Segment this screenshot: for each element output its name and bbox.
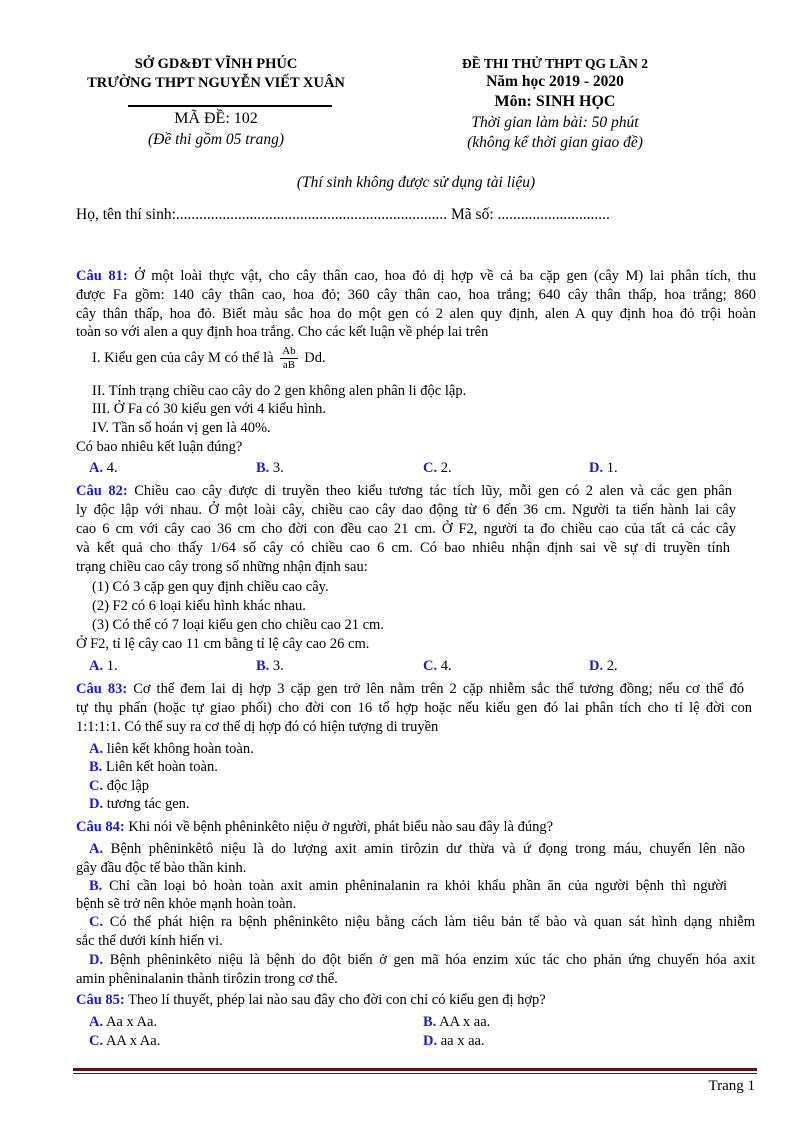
q81-label: Câu 81: bbox=[76, 268, 128, 284]
school-name: TRƯỜNG THPT NGUYỄN VIẾT XUÂN bbox=[87, 75, 345, 91]
q82-line4: và kết quả cho thấy 1/64 số cây có chiều cao 6 cm. Có bao nhiêu nhận định sai về sự di truyền tính bbox=[76, 540, 730, 556]
option-letter: C. bbox=[423, 460, 438, 476]
option-letter: B. bbox=[89, 878, 103, 894]
option-letter: D. bbox=[589, 658, 604, 674]
option-text: 4. bbox=[440, 658, 452, 674]
exam-title: ĐỀ THI THỬ THPT QG LẦN 2 bbox=[461, 56, 649, 71]
option-letter: C. bbox=[89, 914, 104, 930]
q83-label: Câu 83: bbox=[76, 681, 128, 697]
option-letter: B. bbox=[423, 1014, 437, 1030]
q85-stem bbox=[76, 991, 756, 1010]
pages-note: (Đề thi gồm 05 trang) bbox=[147, 131, 285, 148]
option-letter: A. bbox=[89, 1014, 104, 1030]
q84-option-a[interactable] bbox=[89, 840, 745, 859]
option-letter: B. bbox=[256, 460, 270, 476]
option-text: AA x Aa. bbox=[105, 1033, 161, 1049]
option-text: AA x aa. bbox=[439, 1014, 491, 1030]
option-text: 2. bbox=[606, 658, 618, 674]
q84-option-c[interactable] bbox=[89, 913, 755, 932]
q81-statement3: III. Ở Fa có 30 kiểu gen với 4 kiểu hình. bbox=[92, 401, 326, 417]
q81-line2: được Fa gồm: 140 cây thân cao, hoa đỏ; 360 cây thân cao, hoa trắng; 640 cây thân thấp, hoa trắng; 860 bbox=[76, 287, 756, 303]
option-text: liên kết không hoàn toàn. bbox=[106, 741, 254, 757]
option-letter: C. bbox=[423, 658, 438, 674]
q82-statement3: (3) Có thể có 7 loại kiểu gen cho chiều cao 21 cm. bbox=[92, 617, 384, 633]
q84-text: Khi nói về bệnh phêninkêto niệu ở người, phát biểu nào sau đây là đúng? bbox=[128, 819, 554, 835]
fraction-numerator: Ab bbox=[282, 345, 296, 358]
q84-stem bbox=[76, 818, 756, 837]
option-letter: B. bbox=[89, 759, 103, 775]
q84-option-c-cont: sắc thể dưới kính hiển vi. bbox=[76, 933, 223, 949]
q82-line1 bbox=[76, 482, 732, 501]
q83-line2: tự thụ phấn (hoặc tự giao phối) cho đời con 16 tổ hợp hoặc nếu kiểu gen đó lai phân tích cho tỉ lệ đời con bbox=[76, 700, 752, 716]
q84-option-b-cont: bệnh sẽ trở nên khỏe mạnh hoàn toàn. bbox=[76, 896, 297, 912]
q82-text1: Chiều cao cây được di truyền theo kiểu tương tác tích lũy, mỗi gen có 2 alen và các gen phân bbox=[134, 483, 732, 499]
q83-option-d[interactable] bbox=[89, 795, 190, 814]
option-text: 2. bbox=[440, 460, 452, 476]
q84-option-d[interactable] bbox=[89, 951, 755, 970]
option-text: Chỉ cần loại bỏ hoàn toàn axit amin phêninalanin ra khỏi khẩu phần ăn của người bệnh thì người bbox=[109, 878, 728, 894]
q82-statement2: (2) F2 có 6 loại kiểu hình khác nhau. bbox=[92, 598, 306, 614]
option-letter: A. bbox=[89, 841, 104, 857]
option-text: 3. bbox=[272, 658, 284, 674]
exam-code: MÃ ĐỀ: 102 bbox=[174, 110, 258, 127]
q85-text: Theo lí thuyết, phép lai nào sau đây cho đời con chỉ có kiểu gen đị hợp? bbox=[128, 992, 546, 1008]
option-text: 1. bbox=[106, 658, 118, 674]
q84-label: Câu 84: bbox=[76, 819, 125, 835]
time-limit: Thời gian làm bài: 50 phút bbox=[471, 114, 639, 131]
q84-option-b[interactable] bbox=[89, 877, 727, 896]
q83-line1 bbox=[76, 680, 744, 699]
option-text: Aa x Aa. bbox=[105, 1014, 158, 1030]
q81-line1 bbox=[76, 267, 756, 286]
q81-line3: cây thân thấp, hoa đỏ. Biết màu sắc hoa do một gen có 2 alen quy định, alen A quy định hoa đỏ trội hoàn bbox=[76, 306, 756, 322]
q84-option-a-cont: gây đầu độc tế bào thần kinh. bbox=[76, 860, 247, 876]
q81-s1-suffix: Dd. bbox=[304, 350, 326, 366]
q81-text1: Ở một loài thực vật, cho cây thân cao, hoa đỏ dị hợp về cả ba cặp gen (cây M) lai phân tích, thu bbox=[134, 268, 756, 284]
q81-question: Có bao nhiêu kết luận đúng? bbox=[76, 439, 243, 455]
option-letter: A. bbox=[89, 460, 104, 476]
option-letter: C. bbox=[89, 1033, 104, 1049]
school-dept: SỞ GD&ĐT VĨNH PHÚC bbox=[134, 56, 298, 72]
option-letter: A. bbox=[89, 741, 104, 757]
q82-option-a[interactable] bbox=[89, 657, 118, 676]
q85-option-d[interactable] bbox=[423, 1032, 485, 1051]
option-letter: D. bbox=[423, 1033, 438, 1049]
q81-statement1 bbox=[92, 343, 772, 375]
option-text: 4. bbox=[106, 460, 118, 476]
q82-statement1: (1) Có 3 cặp gen quy định chiều cao cây. bbox=[92, 579, 329, 595]
q81-option-c[interactable] bbox=[423, 459, 452, 478]
option-text: aa x aa. bbox=[440, 1033, 485, 1049]
option-text: tương tác gen. bbox=[106, 796, 190, 812]
q82-option-c[interactable] bbox=[423, 657, 452, 676]
fraction-denominator: aB bbox=[282, 359, 296, 372]
school-year: Năm học 2019 - 2020 bbox=[486, 73, 624, 90]
q83-option-a[interactable] bbox=[89, 740, 254, 759]
option-text: độc lập bbox=[106, 778, 150, 794]
q85-option-a[interactable] bbox=[89, 1013, 157, 1032]
q81-option-a[interactable] bbox=[89, 459, 118, 478]
option-text: Liên kết hoàn toàn. bbox=[105, 759, 218, 775]
q81-statement2: II. Tính trạng chiều cao cây do 2 gen không alen phân li độc lập. bbox=[92, 383, 467, 399]
option-text: Bệnh phêninkêtô niệu là do lượng axit amin tirôzin dư thừa và ứ đọng trong máu, chuyển lên não bbox=[110, 841, 745, 857]
q81-option-d[interactable] bbox=[589, 459, 618, 478]
page-number: Trang 1 bbox=[708, 1078, 755, 1094]
q84-option-d-cont: amin phêninalanin thành tirôzin trong cơ thể. bbox=[76, 971, 338, 987]
q83-option-c[interactable] bbox=[89, 777, 149, 796]
student-info-line: Họ, tên thí sinh:...................................................................... Mã số: ............................. bbox=[76, 206, 610, 223]
q82-line3: cao 6 cm với cây cao 36 cm cho đời con đều cao 21 cm. Ở F2, người ta đo chiều cao của tất cả các cây bbox=[76, 521, 736, 537]
q81-option-b[interactable] bbox=[256, 459, 284, 478]
q83-text1: Cơ thể đem lai dị hợp 3 cặp gen trở lên nằm trên 2 cặp nhiễm sắc thể tương đồng; nếu cơ thể đó bbox=[133, 681, 744, 697]
q85-option-b[interactable] bbox=[423, 1013, 490, 1032]
genotype-fraction bbox=[280, 345, 297, 372]
q81-line4: toàn so với alen a quy định hoa trắng. Cho các kết luận về phép lai trên bbox=[76, 324, 489, 340]
q85-label: Câu 85: bbox=[76, 992, 125, 1008]
q82-label: Câu 82: bbox=[76, 483, 128, 499]
q82-statement4: Ở F2, tỉ lệ cây cao 11 cm bằng tỉ lệ cây cao 26 cm. bbox=[76, 636, 370, 652]
header-divider bbox=[128, 105, 332, 107]
option-text: 3. bbox=[272, 460, 284, 476]
q83-line3: 1:1:1:1. Có thể suy ra cơ thể dị hợp đó có hiện tượng di truyền bbox=[76, 719, 439, 735]
option-text: 1. bbox=[606, 460, 618, 476]
q83-option-b[interactable] bbox=[89, 758, 218, 777]
option-text: Bệnh phêninkêto niệu là bệnh do đột biến ở gen mã hóa enzim xúc tác cho phản ứng chuyển hóa axit bbox=[109, 952, 755, 968]
option-letter: C. bbox=[89, 778, 104, 794]
q81-statement4: IV. Tần số hoán vị gen là 40%. bbox=[92, 420, 271, 436]
notice: (Thí sinh không được sử dụng tài liệu) bbox=[296, 174, 536, 191]
option-letter: B. bbox=[256, 658, 270, 674]
time-note: (không kể thời gian giao đề) bbox=[467, 134, 643, 151]
q82-option-d[interactable] bbox=[589, 657, 618, 676]
option-letter: D. bbox=[89, 796, 104, 812]
q82-option-b[interactable] bbox=[256, 657, 284, 676]
q82-line5: trạng chiều cao cây trong số những nhận định sau: bbox=[76, 559, 368, 575]
q82-line2: ly độc lập với nhau. Ở một loài cây, chiều cao cây dao động từ 6 đến 36 cm. Người ta tiến hành lai cây bbox=[76, 502, 736, 518]
option-letter: A. bbox=[89, 658, 104, 674]
q85-option-c[interactable] bbox=[89, 1032, 160, 1051]
footer-rule-thin bbox=[73, 1073, 757, 1074]
q81-s1-text: I. Kiểu gen của cây M có thể là bbox=[92, 350, 274, 366]
option-text: Có thể phát hiện ra bệnh phêninkêto niệu bằng cách làm tiêu bản tế bào và quan sát hình dạng nhiễm bbox=[109, 914, 755, 930]
subject: Môn: SINH HỌC bbox=[494, 93, 616, 110]
footer-rule-thick bbox=[73, 1068, 757, 1071]
option-letter: D. bbox=[89, 952, 104, 968]
option-letter: D. bbox=[589, 460, 604, 476]
